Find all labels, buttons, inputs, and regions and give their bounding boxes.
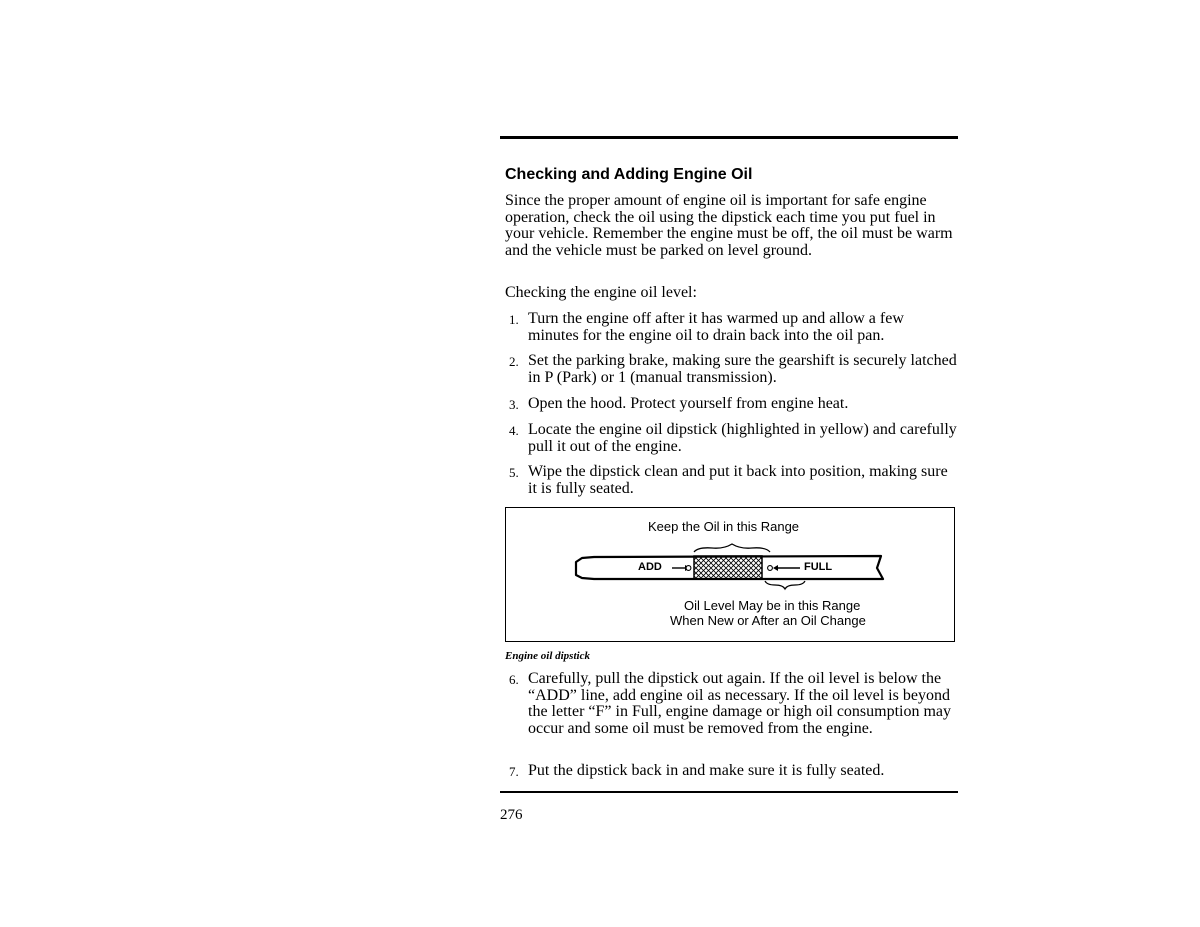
section-heading: Checking and Adding Engine Oil xyxy=(505,166,753,183)
crosshatch-range xyxy=(694,556,762,579)
step-6 xyxy=(505,671,958,737)
step-text: Put the dipstick back in and make sure it is fully seated. xyxy=(528,762,885,779)
range-brace-top xyxy=(694,544,770,552)
step-number: 3. xyxy=(509,397,519,412)
step-text: Locate the engine oil dipstick (highlighted in yellow) and carefully pull it out of the engine. xyxy=(528,421,957,455)
step-4 xyxy=(505,422,958,455)
page-number: 276 xyxy=(500,807,523,823)
keep-range-label: Keep the Oil in this Range xyxy=(648,519,800,534)
step-text: Open the hood. Protect yourself from engine heat. xyxy=(528,395,849,412)
step-number: 7. xyxy=(509,764,519,779)
subheading: Checking the engine oil level: xyxy=(505,284,697,301)
range-brace-bottom xyxy=(765,581,805,589)
step-5 xyxy=(505,464,958,497)
dipstick-figure xyxy=(505,507,955,642)
step-7 xyxy=(505,763,958,780)
step-number: 2. xyxy=(509,354,519,369)
step-text: Set the parking brake, making sure the gearshift is securely latched in P (Park) or 1 (manual transmission). xyxy=(528,352,957,386)
step-number: 6. xyxy=(509,672,519,687)
step-number: 4. xyxy=(509,423,519,438)
step-3 xyxy=(505,396,958,413)
add-marker xyxy=(686,566,691,571)
step-number: 5. xyxy=(509,465,519,480)
step-number: 1. xyxy=(509,312,519,327)
figure-caption: Engine oil dipstick xyxy=(505,650,590,662)
step-1 xyxy=(505,311,958,344)
bottom-rule xyxy=(500,791,958,793)
full-label: FULL xyxy=(804,561,833,573)
step-text: Wipe the dipstick clean and put it back into position, making sure it is fully seated. xyxy=(528,463,948,497)
new-oil-change-label: When New or After an Oil Change xyxy=(670,613,866,628)
step-text: Carefully, pull the dipstick out again. If the oil level is below the “ADD” line, add engine oil as necessary. If the oil level is beyond the letter “F” in Full, engine damage or high oil consumption may occur and some oil must be removed from the engine. xyxy=(528,670,952,737)
step-text: Turn the engine off after it has warmed up and allow a few minutes for the engine oil to drain back into the oil pan. xyxy=(528,310,904,344)
intro-paragraph: Since the proper amount of engine oil is important for safe engine operation, check the oil using the dipstick each time you put fuel in your vehicle. Remember the engine must be off, the oil must be warm and the vehicle must be parked on level ground. xyxy=(505,192,953,259)
top-rule xyxy=(500,136,958,139)
oil-level-range-label: Oil Level May be in this Range xyxy=(684,598,861,613)
add-label: ADD xyxy=(638,561,662,573)
full-marker xyxy=(768,566,773,571)
step-2 xyxy=(505,353,958,386)
